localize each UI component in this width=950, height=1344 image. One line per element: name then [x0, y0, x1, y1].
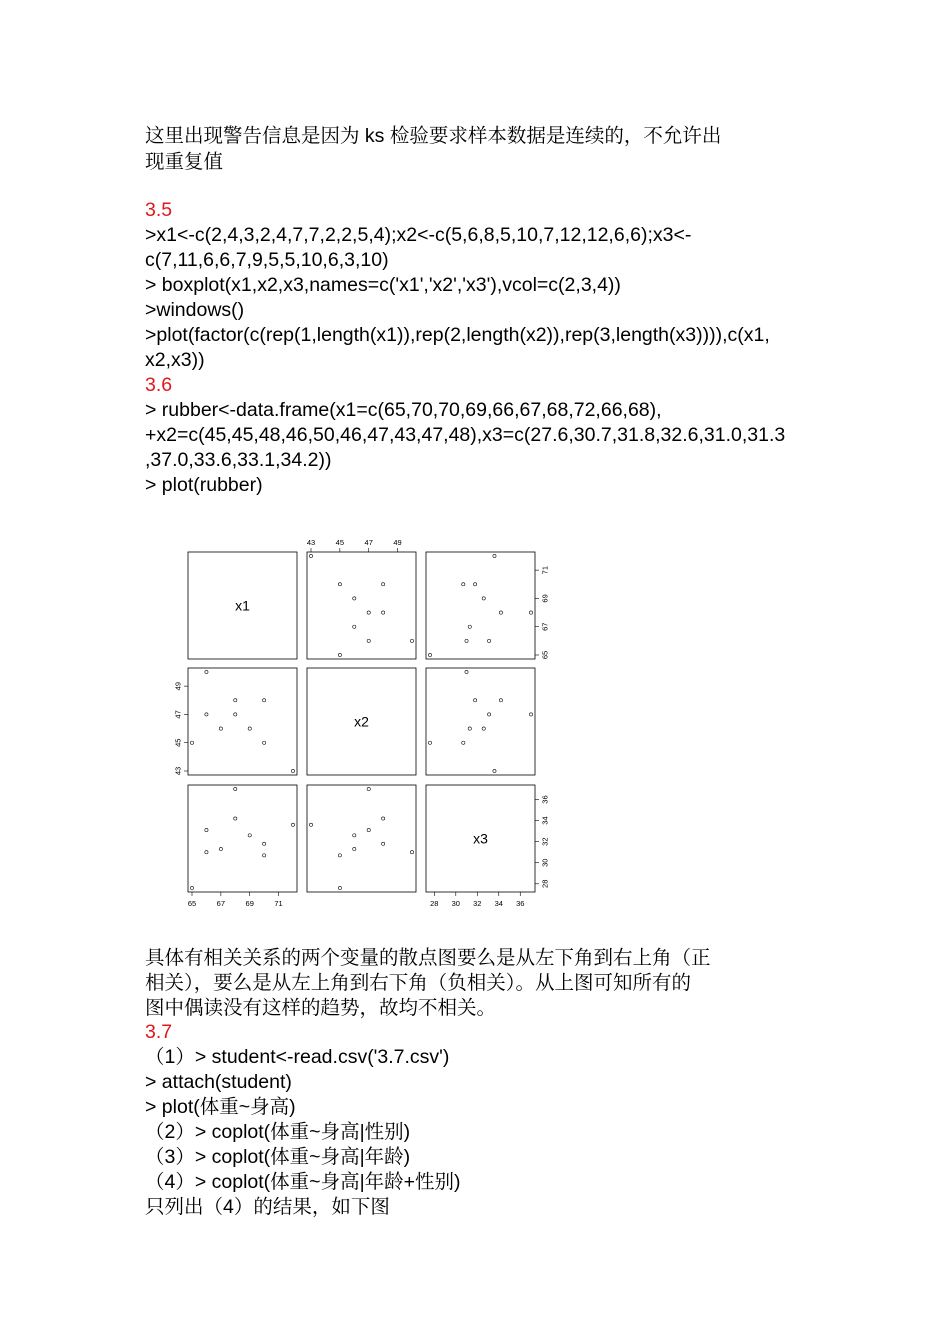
point-x3-x1-5: [219, 847, 222, 850]
point-x3-x2-2: [382, 842, 385, 845]
point-x2-x3-4: [465, 670, 468, 673]
panel-x2-x1: [188, 668, 297, 775]
paragraph-correlation-line1: 具体有相关关系的两个变量的散点图要么是从左下角到右上角（正: [145, 947, 711, 969]
point-x1-x3-4: [465, 639, 468, 642]
point-x2-x3-1: [462, 741, 465, 744]
point-x1-x2-7: [309, 554, 312, 557]
point-x1-x2-3: [353, 597, 356, 600]
scatterplot-matrix: [160, 525, 560, 920]
code-line-3-5-1: >x1<-c(2,4,3,2,4,7,7,2,2,5,4);x2<-c(5,6,8,5,10,7,12,12,6,6);x3<-: [145, 224, 692, 246]
tick-label-bottom-x1-71: 71: [274, 899, 283, 908]
tick-label-left-x2-47: 47: [173, 710, 183, 719]
point-x1-x2-2: [382, 583, 385, 586]
code-line-3-5-3: > boxplot(x1,x2,x3,names=c('x1','x2','x3'),vcol=c(2,3,4)): [145, 274, 621, 296]
tick-label-right-x1-67: 67: [540, 622, 550, 631]
point-x2-x1-8: [205, 713, 208, 716]
point-x2-x3-9: [499, 699, 502, 702]
tick-label-bottom-x1-69: 69: [245, 899, 254, 908]
section-heading-3-6: 3.6: [145, 374, 173, 396]
tick-label-right-x1-71: 71: [540, 565, 550, 575]
tick-label-right-x3-36: 36: [540, 795, 550, 804]
point-x3-x2-0: [338, 886, 341, 889]
point-x1-x3-7: [493, 554, 496, 557]
point-x3-x1-2: [263, 842, 266, 845]
point-x1-x2-5: [353, 625, 356, 628]
point-x3-x2-1: [338, 854, 341, 857]
tick-label-bottom-x3-34: 34: [494, 899, 503, 908]
point-x2-x1-6: [234, 713, 237, 716]
point-x3-x2-6: [367, 787, 370, 790]
point-x3-x2-3: [353, 834, 356, 837]
point-x1-x3-6: [529, 611, 532, 614]
tick-label-right-x1-69: 69: [540, 594, 550, 603]
point-x1-x3-0: [428, 653, 431, 656]
point-x2-x3-0: [428, 741, 431, 744]
point-x1-x3-5: [468, 625, 471, 628]
point-x2-x1-5: [219, 727, 222, 730]
code-line-3-5-6: x2,x3)): [145, 349, 205, 371]
paragraph-correlation-line2: 相关），要么是从左上角到右下角（负相关）。从上图可知所有的: [145, 972, 692, 994]
tick-label-left-x2-43: 43: [173, 766, 183, 776]
point-x3-x1-9: [234, 817, 237, 820]
tick-label-left-x2-49: 49: [173, 681, 183, 691]
tick-label-bottom-x3-36: 36: [516, 899, 525, 908]
panel-x3-x2: [307, 785, 416, 892]
code-line-3-7-4: （2）> coplot(体重~身高|性别): [145, 1121, 411, 1143]
point-x2-x3-5: [468, 727, 471, 730]
point-x3-x1-1: [263, 854, 266, 857]
point-x2-x1-2: [263, 699, 266, 702]
point-x3-x1-3: [248, 834, 251, 837]
tick-label-top-x2-47: 47: [364, 538, 373, 547]
code-line-3-6-4: > plot(rubber): [145, 474, 263, 496]
tick-label-bottom-x3-30: 30: [451, 899, 460, 908]
point-x1-x3-8: [487, 639, 490, 642]
code-line-3-6-1: > rubber<-data.frame(x1=c(65,70,70,69,66,67,68,72,66,68),: [145, 399, 662, 421]
tick-label-bottom-x1-65: 65: [187, 899, 197, 908]
point-x2-x1-0: [190, 741, 193, 744]
tick-label-right-x3-28: 28: [540, 879, 550, 888]
point-x2-x3-7: [493, 769, 496, 772]
code-line-3-7-3: > plot(体重~身高): [145, 1096, 296, 1118]
point-x2-x3-6: [529, 713, 532, 716]
diagonal-label-x1: x1: [235, 597, 250, 614]
point-x1-x2-1: [338, 583, 341, 586]
point-x1-x3-3: [482, 597, 485, 600]
tick-label-top-x2-49: 49: [393, 538, 402, 547]
point-x1-x3-9: [499, 611, 502, 614]
code-line-3-6-2: +x2=c(45,45,48,46,50,46,47,43,47,48),x3=c(27.6,30.7,31.8,32.6,31.0,31.3: [145, 424, 786, 446]
code-line-3-5-2: c(7,11,6,6,7,9,5,5,10,6,3,10): [145, 249, 389, 271]
point-x1-x2-6: [367, 611, 370, 614]
code-line-3-7-1: （1）> student<-read.csv('3.7.csv'): [145, 1046, 450, 1068]
diagonal-label-x2: x2: [354, 713, 369, 730]
tick-label-left-x2-45: 45: [173, 738, 183, 747]
panel-x1-x3: [426, 552, 535, 659]
code-line-3-6-3: ,37.0,33.6,33.1,34.2)): [145, 449, 332, 471]
point-x2-x3-8: [487, 713, 490, 716]
code-line-3-5-4: >windows(): [145, 299, 245, 321]
tick-label-top-x2-45: 45: [335, 538, 345, 547]
point-x3-x1-6: [234, 787, 237, 790]
point-x3-x2-5: [353, 847, 356, 850]
point-x2-x1-9: [234, 699, 237, 702]
tick-label-right-x1-65: 65: [540, 650, 550, 660]
point-x2-x3-2: [474, 699, 477, 702]
point-x2-x1-1: [263, 741, 266, 744]
panel-x1-x2: [307, 552, 416, 659]
code-line-3-5-5: >plot(factor(c(rep(1,length(x1)),rep(2,length(x2)),rep(3,length(x3)))),c(x1,: [145, 324, 770, 346]
section-heading-3-5: 3.5: [145, 199, 173, 221]
point-x2-x3-3: [482, 727, 485, 730]
tick-label-right-x3-30: 30: [540, 858, 550, 867]
panel-x2-x3: [426, 668, 535, 775]
tick-label-top-x2-43: 43: [306, 538, 316, 547]
paragraph-ks-warning-line2: 现重复值: [145, 151, 224, 173]
point-x1-x3-2: [474, 583, 477, 586]
paragraph-result-note: 只列出（4）的结果，如下图: [145, 1196, 390, 1218]
point-x3-x1-8: [205, 828, 208, 831]
point-x3-x2-9: [382, 817, 385, 820]
paragraph-ks-warning-line1: 这里出现警告信息是因为 ks 检验要求样本数据是连续的，不允许出: [145, 125, 722, 147]
diagonal-label-x3: x3: [473, 830, 488, 847]
point-x3-x2-8: [367, 828, 370, 831]
point-x3-x2-7: [309, 823, 312, 826]
tick-label-right-x3-34: 34: [540, 816, 550, 825]
point-x3-x2-4: [410, 851, 413, 854]
paragraph-correlation-line3: 图中偶读没有这样的趋势，故均不相关。: [145, 997, 497, 1019]
point-x1-x2-9: [382, 611, 385, 614]
point-x3-x1-4: [205, 851, 208, 854]
point-x2-x1-7: [291, 769, 294, 772]
tick-label-bottom-x3-32: 32: [473, 899, 482, 908]
panel-x3-x1: [188, 785, 297, 892]
point-x1-x2-4: [410, 639, 413, 642]
code-line-3-7-6: （4）> coplot(体重~身高|年龄+性别): [145, 1171, 461, 1193]
tick-label-bottom-x3-28: 28: [430, 899, 439, 908]
code-line-3-7-5: （3）> coplot(体重~身高|年龄): [145, 1146, 411, 1168]
point-x2-x1-4: [205, 670, 208, 673]
code-line-3-7-2: > attach(student): [145, 1071, 292, 1093]
point-x3-x1-0: [190, 886, 193, 889]
point-x1-x2-0: [338, 653, 341, 656]
tick-label-bottom-x1-67: 67: [216, 899, 226, 908]
point-x1-x2-8: [367, 639, 370, 642]
point-x1-x3-1: [462, 583, 465, 586]
tick-label-right-x3-32: 32: [540, 837, 550, 846]
section-heading-3-7: 3.7: [145, 1021, 173, 1043]
point-x3-x1-7: [291, 823, 294, 826]
point-x2-x1-3: [248, 727, 251, 730]
